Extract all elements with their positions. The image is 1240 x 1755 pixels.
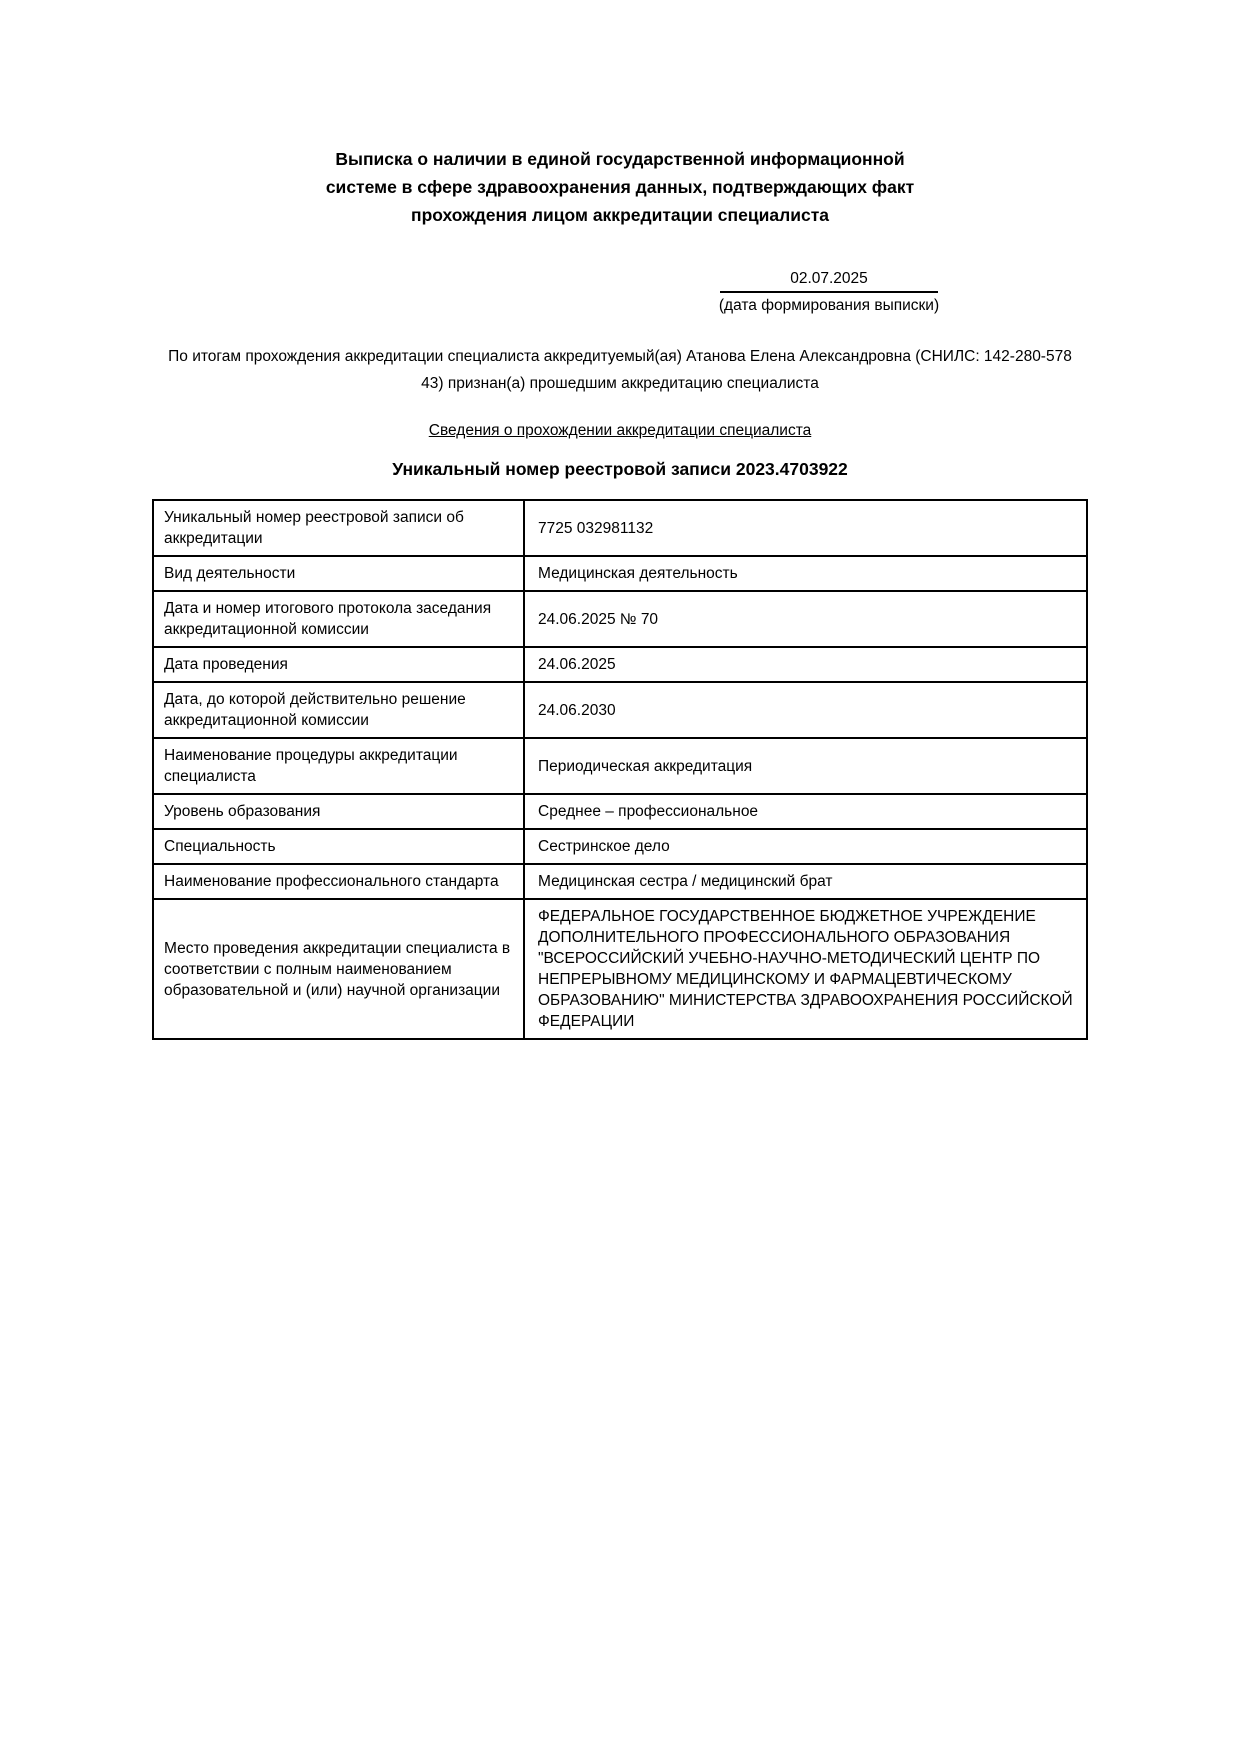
row-label: Место проведения аккредитации специалиста в соответствии с полным наименованием образовательной и (или) научной организации [153,899,524,1039]
table-row [153,899,1087,1039]
table-row [153,682,1087,738]
row-label: Уровень образования [153,794,524,829]
row-label: Уникальный номер реестровой записи об аккредитации [153,500,524,556]
table-row [153,556,1087,591]
section-heading: Сведения о прохождении аккредитации специалиста [428,422,812,439]
row-label: Дата и номер итогового протокола заседания аккредитационной комиссии [153,591,524,647]
table-row [153,591,1087,647]
row-value: ФЕДЕРАЛЬНОЕ ГОСУДАРСТВЕННОЕ БЮДЖЕТНОЕ УЧРЕЖДЕНИЕ ДОПОЛНИТЕЛЬНОГО ПРОФЕССИОНАЛЬНОГО ОБРАЗОВАНИЯ "ВСЕРОССИЙСКИЙ УЧЕБНО-НАУЧНО-МЕТОДИЧЕСКИЙ ЦЕНТР ПО НЕПРЕРЫВНОМУ МЕДИЦИНСКОМУ И ФАРМАЦЕВТИЧЕСКОМУ ОБРАЗОВАНИЮ" МИНИСТЕРСТВА ЗДРАВООХРАНЕНИЯ РОССИЙСКОЙ ФЕДЕРАЦИИ [524,899,1087,1039]
row-value: Медицинская сестра / медицинский брат [524,864,1087,899]
row-value: 24.06.2025 № 70 [524,591,1087,647]
accreditation-table-body [153,500,1087,1039]
intro-paragraph: По итогам прохождения аккредитации специалиста аккредитуемый(ая) Атанова Елена Александровна (СНИЛС: 142-280-578 43) признан(а) прошедшим аккредитацию специалиста [168,348,1072,392]
table-row [153,829,1087,864]
row-value: 24.06.2025 [524,647,1087,682]
row-value: Сестринское дело [524,829,1087,864]
row-value: Медицинская деятельность [524,556,1087,591]
row-label: Дата, до которой действительно решение аккредитационной комиссии [153,682,524,738]
row-value: 24.06.2030 [524,682,1087,738]
document-title: Выписка о наличии в единой государственной информационной системе в сфере здравоохранения данных, подтверждающих факт прохождения лицом аккредитации специалиста [325,149,915,225]
table-row [153,647,1087,682]
record-number-heading: Уникальный номер реестровой записи 2023.4703922 [392,459,848,479]
row-label: Вид деятельности [153,556,524,591]
row-value: Среднее – профессиональное [524,794,1087,829]
row-label: Наименование процедуры аккредитации специалиста [153,738,524,794]
row-label: Дата проведения [153,647,524,682]
accreditation-table [152,499,1088,1040]
table-row [153,500,1087,556]
table-row [153,794,1087,829]
row-label: Наименование профессионального стандарта [153,864,524,899]
date-block [152,269,1088,316]
row-value: Периодическая аккредитация [524,738,1087,794]
formation-date-caption: (дата формирования выписки) [718,297,940,314]
table-row [153,864,1087,899]
formation-date: 02.07.2025 [720,269,938,293]
row-label: Специальность [153,829,524,864]
row-value: 7725 032981132 [524,500,1087,556]
table-row [153,738,1087,794]
